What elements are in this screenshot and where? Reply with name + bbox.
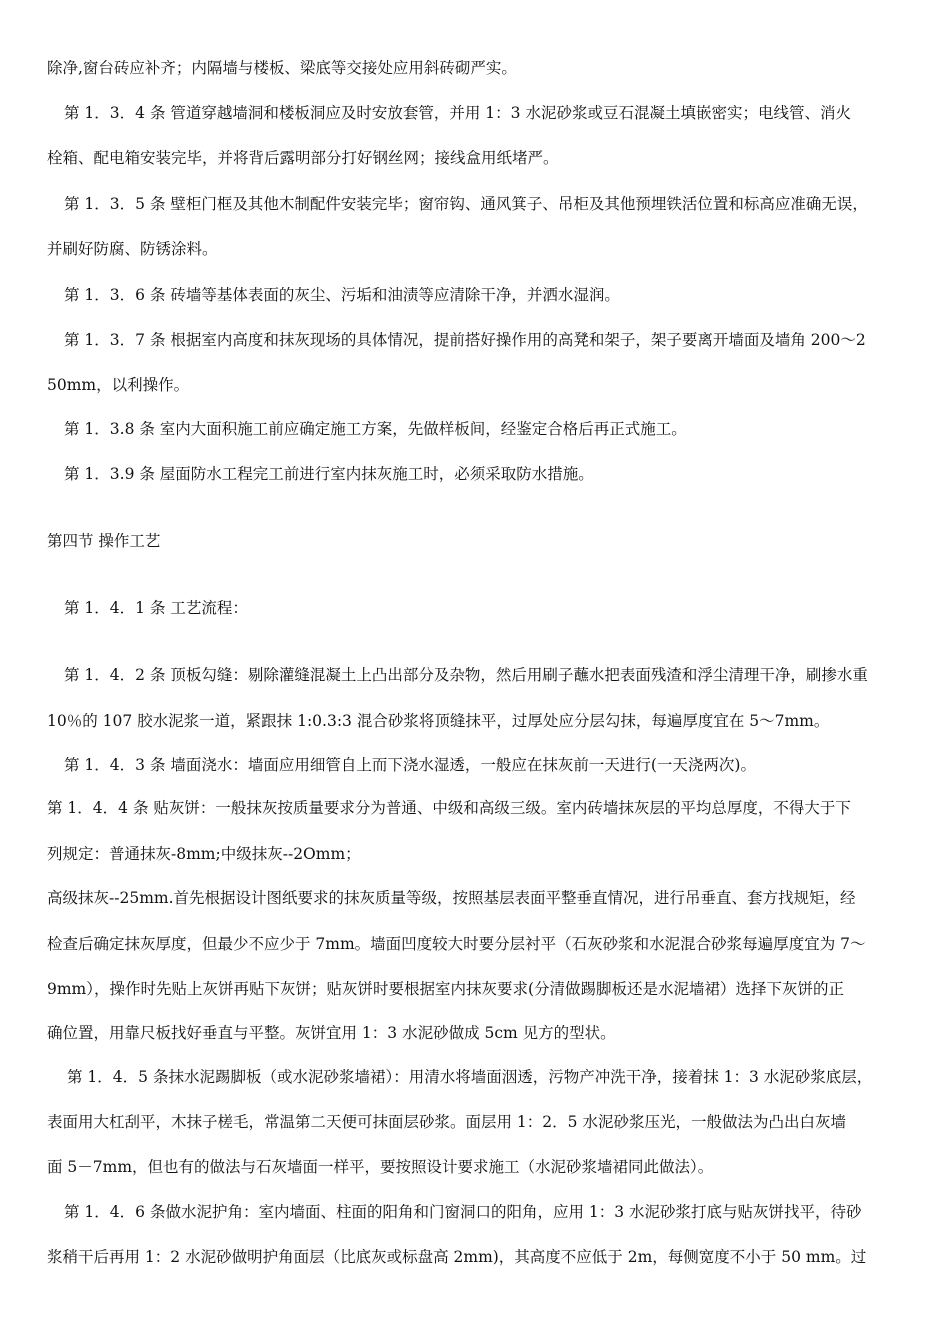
text-line: 列规定：普通抹灰-8mm;中级抹灰--2Omm；	[47, 845, 361, 863]
text-line: 第 1．4．4 条 贴灰饼：一般抹灰按质量要求分为普通、中级和高级三级。室内砖墙抹灰层的平均总厚度，不得大于下	[47, 799, 851, 817]
text-line: 10％的 107 胶水泥浆一道，紧跟抹 1:0.3:3 混合砂浆将顶缝抹平，过厚处应分层勾抹，每遍厚度宜在 5～7mm。	[47, 712, 830, 730]
text-line: 第 1．3．5 条 壁柜门框及其他木制配件安装完毕；窗帘钩、通风箕子、吊柜及其他预埋铁活位置和标高应准确无误，	[64, 195, 868, 213]
text-line: 第 1．4．6 条做水泥护角：室内墙面、柱面的阳角和门窗洞口的阳角，应用 1：3 水泥砂浆打底与贴灰饼找平，待砂	[64, 1203, 862, 1221]
text-line: 除净,窗台砖应补齐；内隔墙与楼板、梁底等交接处应用斜砖砌严实。	[47, 59, 517, 77]
text-line: 栓箱、配电箱安装完毕，并将背后露明部分打好钢丝网；接线盒用纸堵严。	[47, 149, 559, 167]
text-line: 第 1．4．1 条 工艺流程：	[64, 599, 248, 617]
text-line: 第 1．3．4 条 管道穿越墙洞和楼板洞应及时安放套管，并用 1：3 水泥砂浆或豆石混凝土填嵌密实；电线管、消火	[64, 104, 851, 122]
text-line: 第 1．4．2 条 顶板勾缝：剔除灌缝混凝土上凸出部分及杂物，然后用刷子蘸水把表面残渣和浮尘清理干净，刷掺水重	[64, 666, 868, 684]
text-line: 第 1．4．3 条 墙面浇水：墙面应用细管自上而下浇水湿透，一般应在抹灰前一天进行(一天浇两次)。	[64, 756, 756, 774]
text-line: 9mm），操作时先贴上灰饼再贴下灰饼；贴灰饼时要根据室内抹灰要求(分清做踢脚板还是水泥墙裙）选择下灰饼的正	[47, 980, 845, 998]
text-line: 高级抹灰--25mm.首先根据设计图纸要求的抹灰质量等级，按照基层表面平整垂直情况，进行吊垂直、套方找规矩，经	[47, 889, 856, 907]
text-line: 表面用大杠刮平，木抹子槎毛，常温第二天便可抹面层砂浆。面层用 1：2．5 水泥砂浆压光，一般做法为凸出白灰墙	[47, 1113, 846, 1131]
text-line: 第 1．3.9 条 屋面防水工程完工前进行室内抹灰施工时，必须采取防水措施。	[64, 465, 594, 483]
text-line: 第 1．3．6 条 砖墙等基体表面的灰尘、污垢和油渍等应清除干净，并洒水湿润。	[64, 286, 620, 304]
text-line: 并刷好防腐、防锈涂料。	[47, 240, 218, 258]
text-line: 检查后确定抹灰厚度，但最少不应少于 7mm。墙面凹度较大时要分层衬平（石灰砂浆和水泥混合砂浆每遍厚度宜为 7～	[47, 935, 866, 953]
text-line: 浆稍干后再用 1：2 水泥砂做明护角面层（比底灰或标盘高 2mm)，其高度不应低于 2m，每侧宽度不小于 50 mm。过	[47, 1248, 867, 1266]
text-line: 50mm，以利操作。	[47, 376, 190, 394]
section-heading: 第四节 操作工艺	[47, 532, 161, 550]
text-line: 第 1．3．7 条 根据室内高度和抹灰现场的具体情况，提前搭好操作用的高凳和架子，架子要离开墙面及墙角 200～2	[64, 331, 866, 349]
text-line: 面 5－7mm，但也有的做法与石灰墙面一样平，要按照设计要求施工（水泥砂浆墙裙同此做法）。	[47, 1158, 714, 1176]
text-line: 第 1．3.8 条 室内大面积施工前应确定施工方案，先做样板间，经鉴定合格后再正式施工。	[64, 420, 687, 438]
text-line: 第 1．4．5 条抹水泥踢脚板（或水泥砂浆墙裙）：用清水将墙面洇透，污物产冲洗干净，接着抹 1：3 水泥砂浆底层，	[67, 1068, 873, 1086]
text-line: 确位置，用靠尺板找好垂直与平整。灰饼宜用 1：3 水泥砂做成 5cm 见方的型状。	[47, 1024, 616, 1042]
